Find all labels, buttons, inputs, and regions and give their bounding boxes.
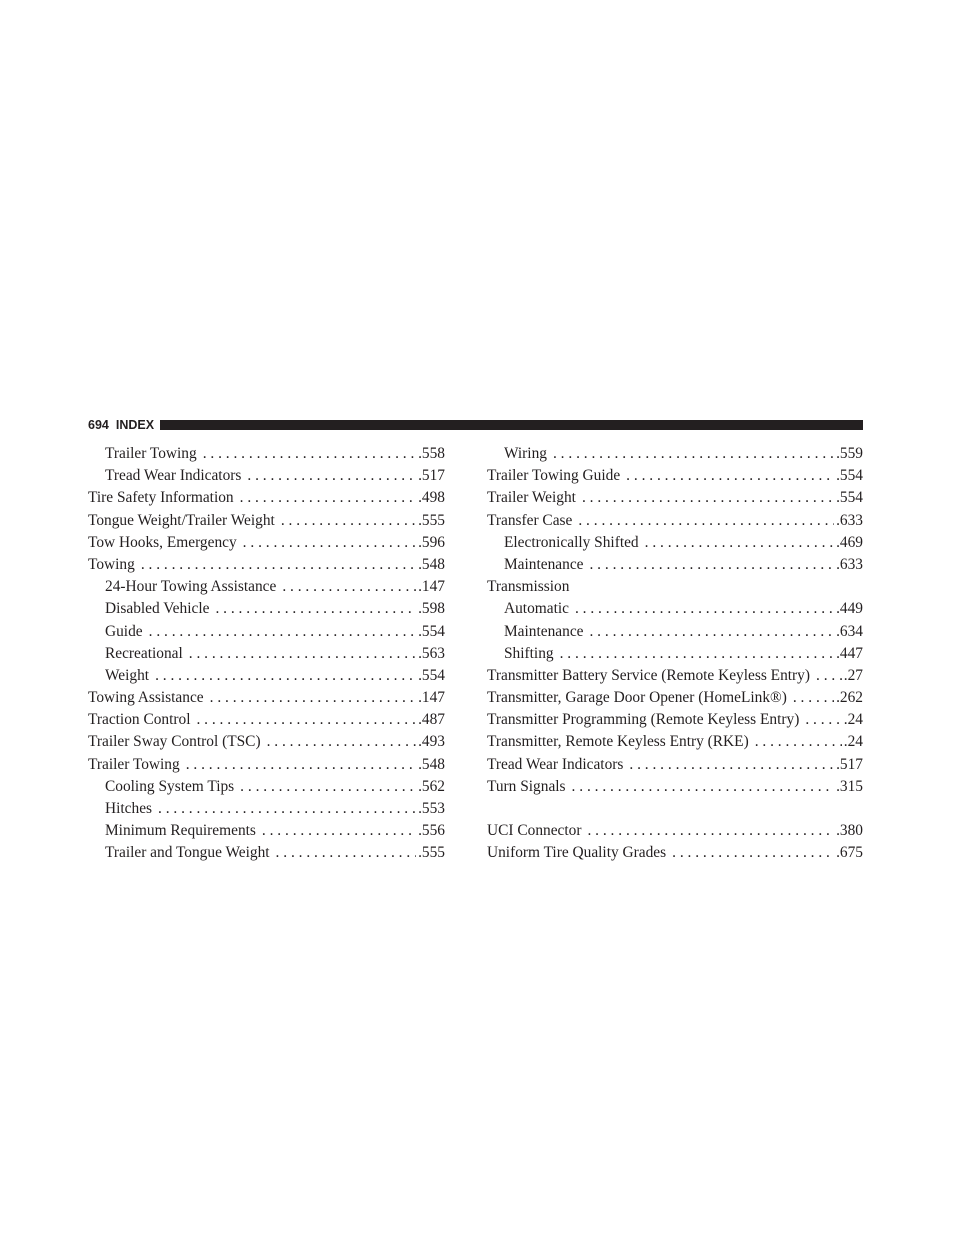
index-term: Maintenance	[504, 622, 584, 640]
page-reference: .493	[418, 733, 445, 751]
index-term: Maintenance	[504, 555, 584, 573]
page-reference: .27	[843, 666, 863, 684]
index-subentry	[88, 643, 445, 665]
index-subentry	[88, 842, 445, 864]
dot-leader	[645, 532, 834, 554]
dot-leader	[626, 465, 834, 487]
index-entry	[88, 709, 445, 731]
index-entry	[487, 510, 863, 532]
index-entry	[487, 465, 863, 487]
page-reference: .553	[418, 800, 445, 817]
index-term: Automatic	[504, 600, 569, 618]
index-subentry	[487, 443, 863, 465]
page-reference: .598	[418, 600, 445, 618]
index-term: Wiring	[504, 445, 547, 462]
index-subentry	[88, 576, 445, 598]
index-term: Transmitter, Remote Keyless Entry (RKE)	[487, 733, 749, 751]
index-spacer	[487, 798, 863, 820]
index-entry	[487, 576, 863, 598]
index-entry	[88, 487, 445, 509]
index-entry	[88, 731, 445, 753]
index-term: Trailer Sway Control (TSC)	[88, 733, 261, 751]
index-entry	[487, 709, 863, 731]
page-reference: .262	[836, 689, 863, 707]
page-reference: .596	[418, 533, 445, 551]
dot-leader	[267, 731, 416, 753]
index-term: Electronically Shifted	[504, 533, 639, 551]
page-reference: .315	[836, 777, 863, 795]
index-term: Hitches	[105, 800, 153, 817]
index-term: Recreational	[105, 644, 183, 662]
index-column-right	[487, 443, 863, 865]
page-reference: .555	[418, 511, 445, 529]
page-reference: .517	[418, 467, 445, 485]
index-subentry	[88, 465, 445, 487]
page-reference: .563	[418, 644, 445, 662]
dot-leader	[793, 687, 834, 709]
index-entry	[88, 754, 445, 776]
dot-leader	[672, 842, 834, 864]
index-entry	[487, 820, 863, 842]
page-reference: .517	[836, 755, 863, 773]
dot-leader	[158, 798, 416, 820]
index-subentry	[487, 532, 863, 554]
index-subentry	[88, 776, 445, 798]
index-term: Shifting	[504, 644, 554, 662]
index-term: Transmitter Battery Service (Remote Keyless Entry)	[487, 666, 810, 684]
dot-leader	[587, 820, 834, 842]
dot-leader	[189, 643, 416, 665]
page-reference: .633	[836, 555, 863, 573]
index-subentry	[487, 621, 863, 643]
dot-leader	[589, 554, 834, 576]
page-reference: .555	[418, 844, 445, 862]
dot-leader	[155, 665, 416, 687]
dot-leader	[589, 621, 834, 643]
dot-leader	[196, 709, 416, 731]
index-term: Trailer and Tongue Weight	[105, 844, 270, 862]
page-reference: .554	[836, 467, 863, 485]
section-title: INDEX	[115, 418, 155, 432]
page-reference: .147	[418, 689, 445, 707]
page-reference: .633	[836, 511, 863, 529]
index-term: Tread Wear Indicators	[105, 467, 242, 485]
index-term: Towing Assistance	[88, 689, 204, 707]
index-entry	[487, 687, 863, 709]
index-term: Traction Control	[88, 711, 191, 729]
index-subentry	[88, 621, 445, 643]
dot-leader	[560, 643, 834, 665]
dot-leader	[816, 665, 842, 687]
dot-leader	[572, 776, 835, 798]
page-reference: .634	[836, 622, 863, 640]
dot-leader	[210, 687, 416, 709]
index-entry	[88, 687, 445, 709]
page-reference: .675	[836, 844, 863, 862]
index-term: Trailer Towing Guide	[487, 467, 621, 485]
dot-leader	[582, 487, 834, 509]
index-entry	[487, 842, 863, 864]
dot-leader	[240, 776, 416, 798]
index-subentry	[487, 598, 863, 620]
page-reference: .469	[836, 533, 863, 551]
index-entry	[88, 532, 445, 554]
index-term: Transmitter Programming (Remote Keyless Entry)	[487, 711, 800, 729]
dot-leader	[203, 443, 416, 465]
page-reference: .556	[418, 822, 445, 840]
dot-leader	[755, 731, 842, 753]
page-reference: .24	[843, 711, 863, 729]
index-term: Tire Safety Information	[88, 489, 234, 507]
page-reference: .554	[836, 489, 863, 507]
page-reference: .498	[418, 489, 445, 507]
index-entry	[487, 776, 863, 798]
index-term: Cooling System Tips	[105, 777, 235, 795]
dot-leader	[281, 510, 416, 532]
dot-leader	[243, 532, 416, 554]
index-entry	[88, 554, 445, 576]
index-subentry	[88, 820, 445, 842]
dot-leader	[186, 754, 416, 776]
index-term: 24-Hour Towing Assistance	[105, 578, 277, 596]
index-term: Uniform Tire Quality Grades	[487, 844, 667, 862]
index-entry	[88, 510, 445, 532]
dot-leader	[282, 576, 416, 598]
index-subentry	[88, 798, 445, 820]
index-subentry	[88, 443, 445, 465]
index-entry	[487, 487, 863, 509]
index-entry	[487, 754, 863, 776]
index-term: Weight	[105, 666, 150, 684]
header-rule	[160, 420, 863, 430]
page-reference: .147	[418, 578, 445, 596]
page-header	[88, 418, 863, 432]
index-term: Transmission	[487, 578, 570, 596]
page-reference: .548	[418, 755, 445, 773]
dot-leader	[629, 754, 834, 776]
dot-leader	[215, 598, 416, 620]
index-term: Tow Hooks, Emergency	[88, 533, 237, 551]
index-subentry	[487, 643, 863, 665]
page-reference: .554	[418, 666, 445, 684]
dot-leader	[575, 598, 834, 620]
page-reference: .24	[843, 733, 863, 751]
index-term: Trailer Weight	[487, 489, 576, 507]
index-term: Guide	[105, 622, 143, 640]
index-term: Turn Signals	[487, 777, 566, 795]
index-term: Disabled Vehicle	[105, 600, 210, 618]
index-term: Minimum Requirements	[105, 822, 256, 840]
page-reference: .487	[418, 711, 445, 729]
dot-leader	[141, 554, 416, 576]
dot-leader	[240, 487, 416, 509]
dot-leader	[247, 465, 416, 487]
dot-leader	[149, 621, 416, 643]
dot-leader	[276, 842, 417, 864]
index-term: Trailer Towing	[105, 445, 197, 462]
dot-leader	[553, 443, 834, 465]
page-reference: .447	[836, 644, 863, 662]
index-entry	[487, 731, 863, 753]
index-term: Tread Wear Indicators	[487, 755, 624, 773]
page-reference: .449	[836, 600, 863, 618]
page-number: 694	[88, 418, 109, 432]
dot-leader	[805, 709, 841, 731]
index-column-left	[88, 443, 445, 865]
index-term: Transmitter, Garage Door Opener (HomeLink®)	[487, 689, 787, 707]
dot-leader	[578, 510, 834, 532]
index-subentry	[88, 598, 445, 620]
page-reference: .380	[836, 822, 863, 840]
index-term: Transfer Case	[487, 511, 573, 529]
index-term: UCI Connector	[487, 822, 582, 840]
index-entry	[487, 665, 863, 687]
index-term: Trailer Towing	[88, 755, 180, 773]
page-reference: .554	[418, 622, 445, 640]
page-reference: .558	[418, 445, 445, 462]
page-reference: .559	[836, 445, 863, 462]
page-reference: .548	[418, 555, 445, 573]
dot-leader	[262, 820, 416, 842]
index-subentry	[88, 665, 445, 687]
index-subentry	[487, 554, 863, 576]
page-reference: .562	[418, 777, 445, 795]
index-term: Tongue Weight/Trailer Weight	[88, 511, 275, 529]
index-term: Towing	[88, 555, 135, 573]
